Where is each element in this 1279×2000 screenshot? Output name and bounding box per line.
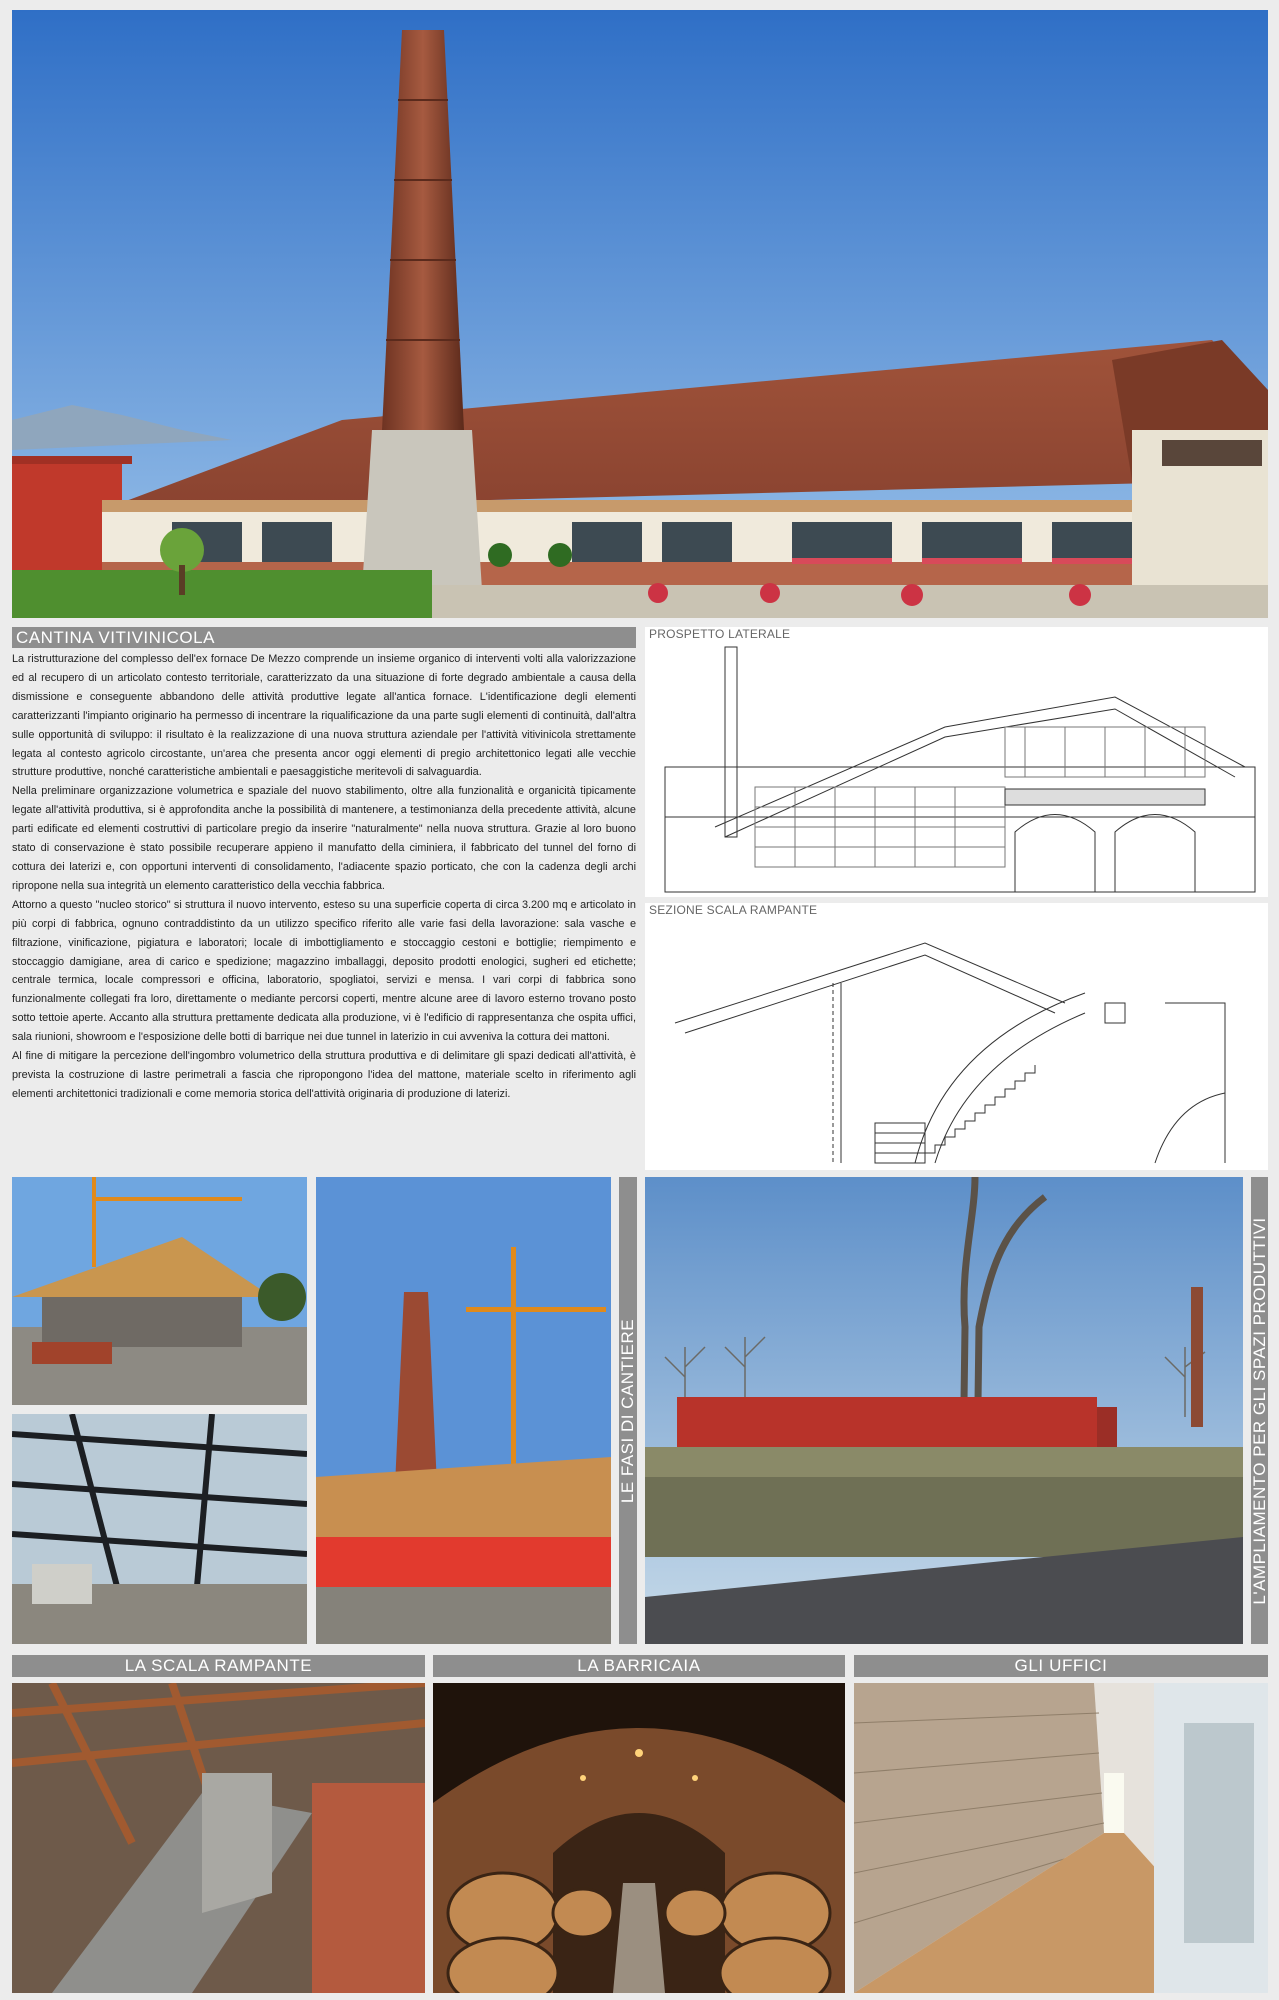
elevation-drawing xyxy=(645,627,1268,897)
intro-paragraph-1: La ristrutturazione del complesso dell'ex fornace De Mezzo comprende un insieme organico di interventi volti alla valorizzazione ed al recupero di un articolato contesto territoriale, caratterizzato da una situazione di forte degrado ambientale a causa della dismissione e conseguente abbandono delle attività produttive legate all'antica fornace. L'identificazione degli elementi caratterizzanti l'impianto originario ha permesso di incentrare la riqualificazione da una parte sugli elementi di continuità, dall'altra sulle opportunità di sviluppo: il risultato è la realizzazione di una nuova struttura aziendale per l'attività vitivinicola strettamente legata al contesto agricolo circostante, un'area che presenta ancor oggi elementi di pregio architettonico legati alle vecchie strutture produttive, nonché caratteristiche ambientali e paesaggistiche meritevoli di salvaguardia. xyxy=(12,653,636,779)
header-photo xyxy=(12,10,1268,618)
construction-photo-chimney xyxy=(316,1177,611,1644)
gallery-photo-barricaia xyxy=(433,1683,845,1993)
construction-label-bar xyxy=(619,1177,637,1644)
expansion-label-bar xyxy=(1251,1177,1268,1644)
section-drawing xyxy=(645,903,1268,1170)
intro-paragraph-3: Attorno a questo "nucleo storico" si struttura il nuovo intervento, esteso su una superficie coperta di circa 3.200 mq e articolato in più corpi di fabbrica, ognuno contraddistinto da un utilizzo specifico riferito alle varie fasi della lavorazione: sala vasche e filtrazione, vinificazione, pigiatura e laboratori; locale di imbottigliamento e stoccaggio cestoni e bottiglie; riempimento e stoccaggio damigiane, area di carico e spedizione; magazzino imballaggi, deposito prodotti enologici, sugheri ed etichette; centrale termica, locale compressori e officina, laboratorio, spogliatoi, servizi e mensa. I vari corpi di fabbrica sono funzionalmente collegati fra loro, direttamente o mediante percorsi coperti, mentre alcune aree di lavoro esterno trovano posto sotto tettoie aperte. Accanto alla struttura prettamente dedicata alla produzione, vi è l'edificio di rappresentanza che ospita uffici, sala riunioni, showroom e l'esposizione delle botti di barrique nei due tunnel in laterizio in cui avveniva la cottura dei mattoni. xyxy=(12,898,636,1044)
construction-photo-steel-roof xyxy=(12,1414,307,1644)
section-label: SEZIONE SCALA RAMPANTE xyxy=(649,903,818,917)
construction-label: LE FASI DI CANTIERE xyxy=(618,1318,637,1503)
expansion-label: L'AMPLIAMENTO PER GLI SPAZI PRODUTTIVI xyxy=(1249,1216,1269,1605)
section-drawing-panel xyxy=(645,903,1268,1170)
gallery-bar-scala-rampante: LA SCALA RAMPANTE xyxy=(12,1655,425,1677)
construction-photo-roof-frame xyxy=(12,1177,307,1405)
expansion-photo xyxy=(645,1177,1243,1644)
elevation-drawing-panel xyxy=(645,627,1268,897)
gallery-photo-scala-rampante xyxy=(12,1683,425,1993)
gallery-bar-uffici: GLI UFFICI xyxy=(854,1655,1268,1677)
gallery-bar-barricaia: LA BARRICAIA xyxy=(433,1655,845,1677)
intro-paragraph-2: Nella preliminare organizzazione volumetrica e spaziale del nuovo stabilimento, oltre alla funzionalità e organicità tipicamente legate all'attività produttiva, si è approfondita anche la possibilità di mantenere, a testimonianza della precedente attività, alcune parti edificate ed elementi costruttivi di particolare pregio da inserire "naturalmente" nella nuova struttura. Grazie al loro buono stato di conservazione è stato possibile recuperare appieno il manufatto della ciminiera, il fabbricato del tunnel del forno di cottura dei laterizi e, con opportuni interventi di consolidamento, l'adiacente spazio porticato, che con la cadenza degli archi ripropone nella sua integrità un elemento caratteristico della vecchia fabbrica. xyxy=(12,785,636,892)
elevation-label: PROSPETTO LATERALE xyxy=(649,627,791,641)
gallery-photo-uffici xyxy=(854,1683,1268,1993)
intro-title: CANTINA VITIVINICOLA xyxy=(12,627,636,648)
intro-paragraph-4: Al fine di mitigare la percezione dell'ingombro volumetrico della struttura produttiva e di delimitare gli spazi dedicati all'attività, è prevista la costruzione di lastre perimetrali a fascia che ripropongono l'idea del mattone, materiale scelto in riferimento agli elementi architettonici tradizionali e come memoria storica dell'attività originaria di produzione di laterizi. xyxy=(12,1050,636,1100)
intro-body xyxy=(12,650,636,1170)
